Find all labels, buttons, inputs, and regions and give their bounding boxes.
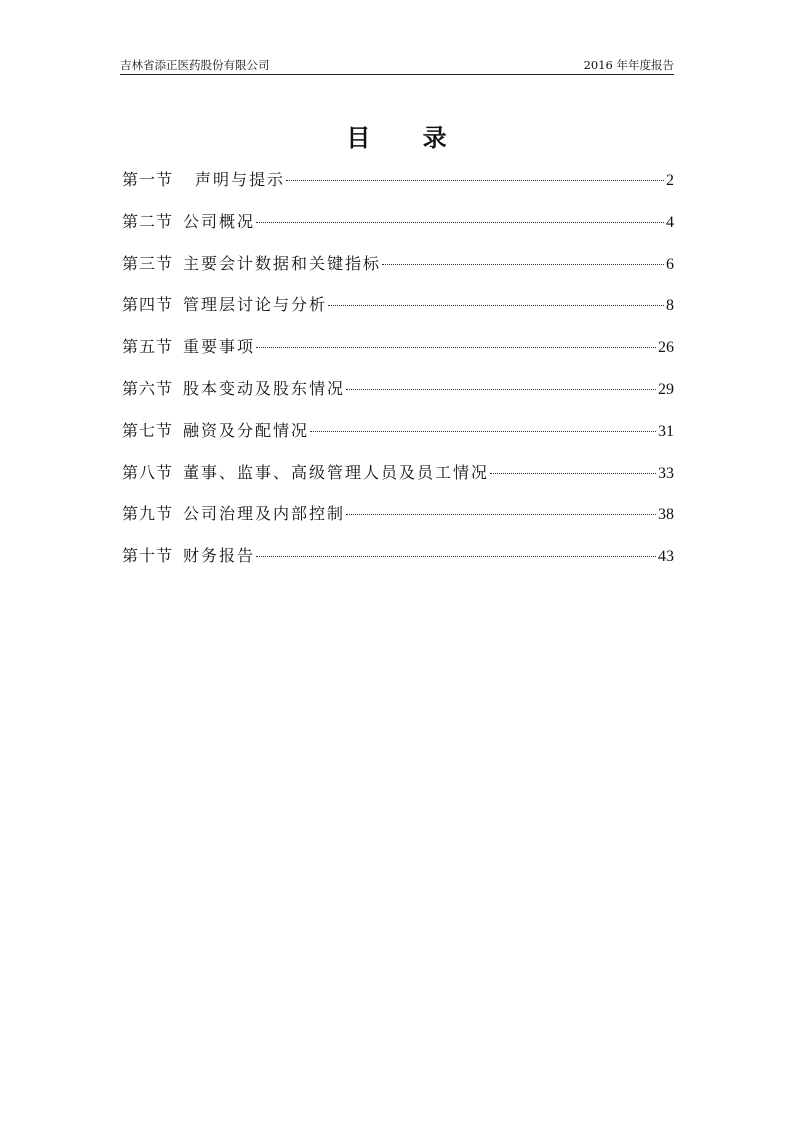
toc-entry-4[interactable] [122, 291, 674, 333]
table-of-contents [122, 166, 674, 584]
toc-section-number: 第十节 [122, 546, 174, 566]
toc-section-name: 声明与提示 [195, 170, 286, 189]
toc-page-number: 2 [666, 172, 674, 189]
toc-entry-3[interactable] [122, 250, 674, 292]
toc-section-number: 第五节 [122, 337, 174, 357]
toc-entry-2[interactable] [122, 208, 674, 250]
toc-entry-6[interactable] [122, 375, 674, 417]
toc-section-number: 第七节 [122, 420, 174, 440]
toc-section-name: 管理层讨论与分析 [183, 295, 328, 315]
toc-section-number: 第四节 [122, 295, 174, 315]
toc-dot-leader [256, 556, 656, 557]
toc-dot-leader [256, 222, 664, 223]
toc-page-number: 26 [658, 339, 674, 357]
toc-entry-8[interactable] [122, 459, 674, 501]
toc-section-name: 董事、监事、高级管理人员及员工情况 [183, 462, 490, 482]
toc-dot-leader [346, 389, 656, 390]
toc-page-number: 33 [658, 464, 674, 482]
toc-page-number: 6 [666, 255, 674, 273]
toc-page-number: 43 [658, 548, 674, 566]
page-header [120, 56, 674, 75]
toc-section-number: 第六节 [122, 378, 174, 398]
toc-page-number: 4 [666, 213, 674, 231]
toc-entry-5[interactable] [122, 333, 674, 375]
toc-section-name: 主要会计数据和关键指标 [183, 253, 382, 273]
toc-entry-7[interactable] [122, 417, 674, 459]
company-name: 吉林省添正医药股份有限公司 [120, 58, 270, 72]
toc-page-number: 8 [666, 297, 674, 315]
toc-dot-leader [256, 347, 656, 348]
toc-section-name: 股本变动及股东情况 [183, 378, 346, 398]
toc-dot-leader [346, 514, 656, 515]
toc-dot-leader [286, 180, 664, 181]
toc-entry-9[interactable] [122, 500, 674, 542]
toc-dot-leader [382, 264, 664, 265]
toc-entry-1[interactable] [122, 166, 674, 208]
toc-section-name: 重要事项 [183, 337, 256, 357]
toc-section-number: 第八节 [122, 462, 174, 482]
toc-dot-leader [490, 473, 656, 474]
toc-dot-leader [310, 431, 656, 432]
toc-section-name: 公司概况 [183, 211, 256, 231]
toc-page-number: 38 [658, 506, 674, 524]
report-title: 2016 年年度报告 [583, 58, 674, 72]
toc-section-name: 融资及分配情况 [183, 420, 310, 440]
toc-section-number: 第九节 [122, 504, 174, 524]
toc-page-number: 29 [658, 380, 674, 398]
toc-section-number: 第二节 [122, 211, 174, 231]
toc-entry-10[interactable] [122, 542, 674, 584]
toc-section-number: 第三节 [122, 253, 174, 273]
toc-title: 目 录 [346, 123, 469, 152]
toc-section-name: 财务报告 [183, 546, 256, 566]
toc-section-name: 公司治理及内部控制 [183, 504, 346, 524]
toc-dot-leader [328, 305, 664, 306]
toc-section-number: 第一节 [122, 170, 174, 189]
toc-page-number: 31 [658, 422, 674, 440]
